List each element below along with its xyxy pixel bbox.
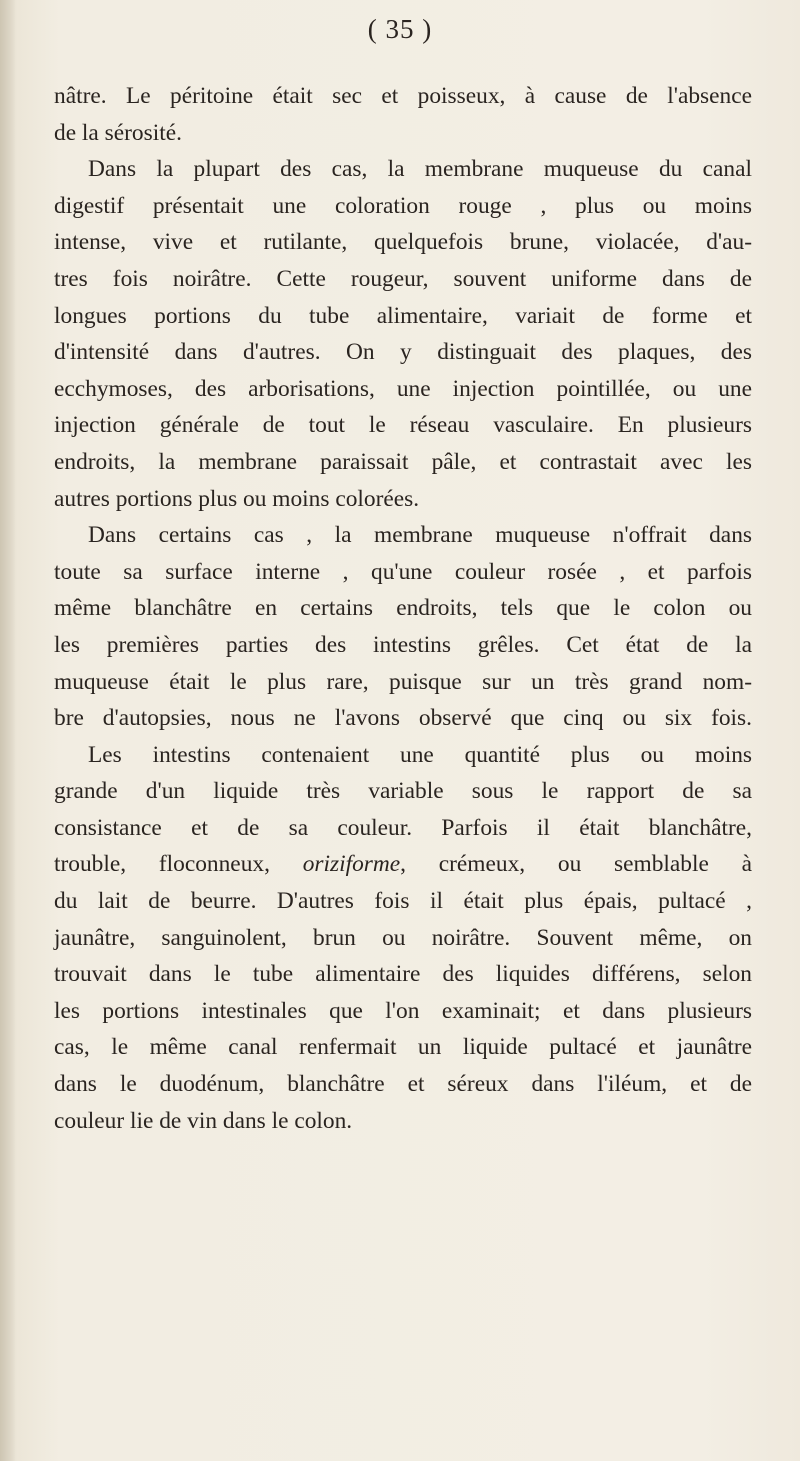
text-line: intense, vive et rutilante, quelquefois brune, violacée, d'au- bbox=[54, 229, 752, 256]
text-line: consistance et de sa couleur. Parfois il était blanchâtre, bbox=[54, 814, 752, 841]
text-line: digestif présentait une coloration rouge , plus ou moins bbox=[54, 192, 752, 219]
text-line: les portions intestinales que l'on examinait; et dans plusieurs bbox=[54, 997, 752, 1024]
page-number: ( 35 ) bbox=[367, 14, 433, 44]
paragraph-start-line: Dans certains cas , la membrane muqueuse n'offrait dans bbox=[88, 522, 752, 549]
paragraph-start-line: Dans la plupart des cas, la membrane muqueuse du canal bbox=[88, 156, 752, 183]
italic-term: oriziforme bbox=[302, 851, 401, 878]
text-line-with-italic bbox=[54, 846, 752, 883]
text-line: trouvait dans le tube alimentaire des liquides différens, selon bbox=[54, 961, 752, 988]
text-line: dans le duodénum, blanchâtre et séreux dans l'iléum, et de bbox=[54, 1071, 752, 1098]
text-line: toute sa surface interne , qu'une couleur rosée , et parfois bbox=[54, 558, 752, 585]
line-21-end: , crémeux, ou semblable à bbox=[400, 851, 752, 878]
text-line: même blanchâtre en certains endroits, tels que le colon ou bbox=[54, 595, 752, 622]
text-line: grande d'un liquide très variable sous le rapport de sa bbox=[54, 778, 752, 805]
text-line: ecchymoses, des arborisations, une injection pointillée, ou une bbox=[54, 375, 752, 402]
text-line: tres fois noirâtre. Cette rougeur, souvent uniforme dans de bbox=[54, 265, 752, 292]
text-line: nâtre. Le péritoine était sec et poisseux, à cause de l'absence bbox=[54, 83, 752, 109]
text-line: bre d'autopsies, nous ne l'avons observé que cinq ou six fois. bbox=[54, 705, 752, 732]
body-text bbox=[54, 78, 752, 1139]
text-line: cas, le même canal renfermait un liquide pultacé et jaunâtre bbox=[54, 1034, 752, 1061]
text-line: d'intensité dans d'autres. On y distinguait des plaques, des bbox=[54, 339, 752, 366]
line-21-start: trouble, floconneux, bbox=[54, 851, 303, 878]
paragraph-start-line: Les intestins contenaient une quantité plus ou moins bbox=[88, 741, 752, 768]
text-line: muqueuse était le plus rare, puisque sur un très grand nom- bbox=[54, 668, 752, 695]
text-line: longues portions du tube alimentaire, variait de forme et bbox=[54, 302, 752, 329]
text-line: du lait de beurre. D'autres fois il était plus épais, pultacé , bbox=[54, 888, 752, 915]
text-line: de la sérosité. bbox=[54, 119, 182, 146]
text-line: autres portions plus ou moins colorées. bbox=[54, 485, 420, 512]
binding-gutter bbox=[0, 0, 16, 1461]
text-line: les premières parties des intestins grêles. Cet état de la bbox=[54, 631, 752, 658]
text-line: couleur lie de vin dans le colon. bbox=[54, 1107, 353, 1134]
text-line: endroits, la membrane paraissait pâle, et contrastait avec les bbox=[54, 448, 752, 475]
text-line: jaunâtre, sanguinolent, brun ou noirâtre. Souvent même, on bbox=[54, 924, 752, 951]
text-line: injection générale de tout le réseau vasculaire. En plusieurs bbox=[54, 412, 752, 439]
